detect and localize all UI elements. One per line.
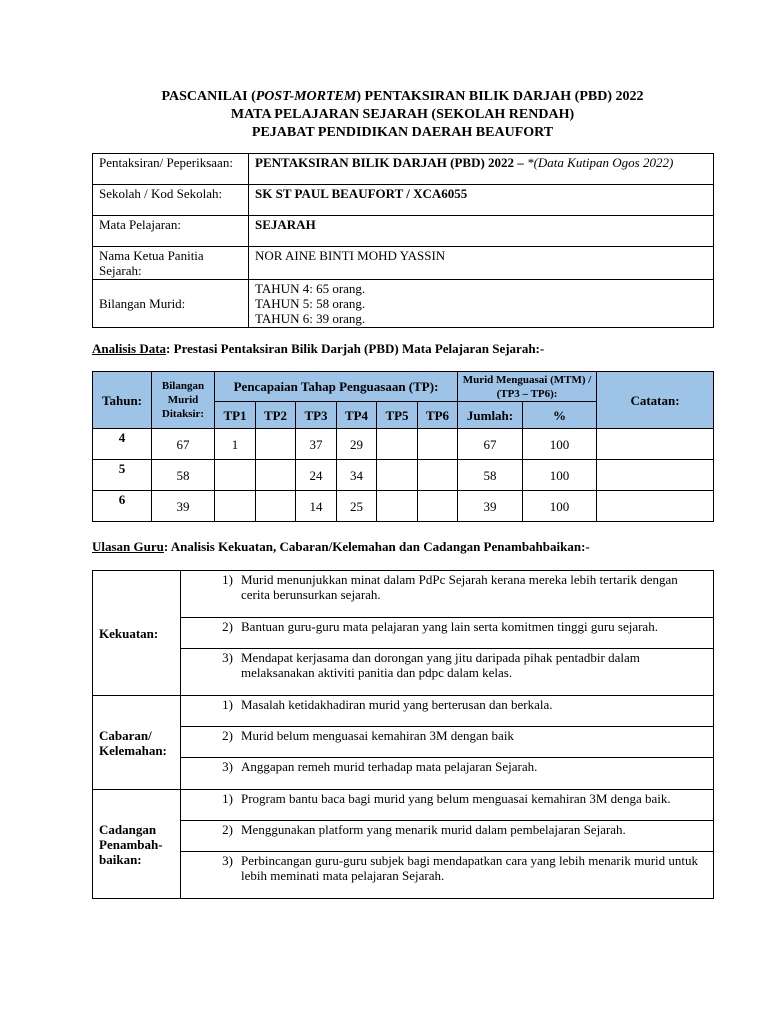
kekuatan-label: Kekuatan: <box>93 571 181 696</box>
list-item: 2) Bantuan guru-guru mata pelajaran yang lain serta komitmen tinggi guru sejarah. <box>181 618 714 649</box>
mata-pelajaran-label: Mata Pelajaran: <box>93 216 249 247</box>
bilangan-line: TAHUN 5: 58 orang. <box>255 296 366 311</box>
cell-jumlah: 58 <box>458 460 523 491</box>
cell-catatan <box>597 491 714 522</box>
pentaksiran-value: PENTAKSIRAN BILIK DARJAH (PBD) 2022 – *(Data Kutipan Ogos 2022) <box>249 154 714 185</box>
cell-tp4: 29 <box>337 429 377 460</box>
mata-pelajaran-value: SEJARAH <box>249 216 714 247</box>
sekolah-value: SK ST PAUL BEAUFORT / XCA6055 <box>249 185 714 216</box>
cell-tp2 <box>256 460 296 491</box>
col-tp1: TP1 <box>215 402 256 429</box>
cell-tp1 <box>215 491 256 522</box>
cell-tp4: 34 <box>337 460 377 491</box>
title-line-2: MATA PELAJARAN SEJARAH (SEKOLAH RENDAH) <box>230 107 575 122</box>
list-item: 1) Masalah ketidakhadiran murid yang berterusan dan berkala. <box>181 696 714 727</box>
col-tp5: TP5 <box>377 402 418 429</box>
cell-percent: 100 <box>523 460 597 491</box>
list-item: 1) Murid menunjukkan minat dalam PdPc Sejarah kerana mereka lebih tertarik dengan cerita berunsurkan sejarah. <box>181 571 714 618</box>
cell-tp5 <box>377 460 418 491</box>
col-catatan: Catatan: <box>597 372 714 429</box>
col-bilangan-murid: Bilangan Murid Ditaksir: <box>152 372 215 429</box>
bilangan-murid-label: Bilangan Murid: <box>93 280 249 328</box>
cell-bilangan: 39 <box>152 491 215 522</box>
col-tp4: TP4 <box>337 402 377 429</box>
list-item: 3) Anggapan remeh murid terhadap mata pelajaran Sejarah. <box>181 758 714 790</box>
bilangan-line: TAHUN 6: 39 orang. <box>255 311 366 326</box>
document-title <box>92 88 713 142</box>
list-item: 1) Program bantu baca bagi murid yang belum menguasai kemahiran 3M denga baik. <box>181 790 714 821</box>
cell-tp1: 1 <box>215 429 256 460</box>
col-tp2: TP2 <box>256 402 296 429</box>
cell-bilangan: 67 <box>152 429 215 460</box>
bilangan-murid-values <box>249 280 714 328</box>
cell-jumlah: 67 <box>458 429 523 460</box>
ulasan-table <box>92 570 714 899</box>
table-row <box>93 460 714 491</box>
cell-tp3: 37 <box>296 429 337 460</box>
analisis-heading: Analisis Data: Prestasi Pentaksiran Bilik Darjah (PBD) Mata Pelajaran Sejarah:- <box>92 341 545 356</box>
cell-percent: 100 <box>523 429 597 460</box>
cell-tp2 <box>256 491 296 522</box>
cell-tp6 <box>418 460 458 491</box>
sekolah-label: Sekolah / Kod Sekolah: <box>93 185 249 216</box>
cell-tahun: 6 <box>93 491 152 522</box>
cell-catatan <box>597 429 714 460</box>
cell-tp6 <box>418 491 458 522</box>
cell-tp5 <box>377 429 418 460</box>
analisis-table <box>92 371 714 522</box>
cell-tahun: 5 <box>93 460 152 491</box>
col-percent: % <box>523 402 597 429</box>
col-mtm: Murid Menguasai (MTM) / (TP3 – TP6): <box>458 372 597 402</box>
cell-tp6 <box>418 429 458 460</box>
cell-catatan <box>597 460 714 491</box>
title-line-3: PEJABAT PENDIDIKAN DAERAH BEAUFORT <box>251 125 554 140</box>
info-table <box>92 153 714 328</box>
cell-jumlah: 39 <box>458 491 523 522</box>
cell-tp2 <box>256 429 296 460</box>
list-item: 3) Perbincangan guru-guru subjek bagi mendapatkan cara yang lebih menarik murid untuk lebih meminati mata pelajaran Sejarah. <box>181 852 714 899</box>
cell-bilangan: 58 <box>152 460 215 491</box>
bilangan-line: TAHUN 4: 65 orang. <box>255 281 366 296</box>
list-item: 3) Mendapat kerjasama dan dorongan yang jitu daripada pihak pentadbir dalam melaksanakan aktiviti panitia dan pdpc dalam kelas. <box>181 649 714 696</box>
list-item: 2) Murid belum menguasai kemahiran 3M dengan baik <box>181 727 714 758</box>
col-tp6: TP6 <box>418 402 458 429</box>
cell-percent: 100 <box>523 491 597 522</box>
col-tahun: Tahun: <box>93 372 152 429</box>
pentaksiran-label: Pentaksiran/ Peperiksaan: <box>93 154 249 185</box>
ulasan-heading: Ulasan Guru: Analisis Kekuatan, Cabaran/Kelemahan dan Cadangan Penambahbaikan:- <box>92 539 590 554</box>
cell-tahun: 4 <box>93 429 152 460</box>
cabaran-label: Cabaran/ Kelemahan: <box>93 696 181 790</box>
col-tp3: TP3 <box>296 402 337 429</box>
cell-tp1 <box>215 460 256 491</box>
ketua-panitia-value: NOR AINE BINTI MOHD YASSIN <box>249 247 714 280</box>
ketua-panitia-label: Nama Ketua Panitia Sejarah: <box>93 247 249 280</box>
cadangan-label: Cadangan Penambah-baikan: <box>93 790 181 899</box>
table-row <box>93 429 714 460</box>
table-row <box>93 491 714 522</box>
col-jumlah: Jumlah: <box>458 402 523 429</box>
cell-tp5 <box>377 491 418 522</box>
list-item: 2) Menggunakan platform yang menarik murid dalam pembelajaran Sejarah. <box>181 821 714 852</box>
title-line-1: PASCANILAI (POST-MORTEM) PENTAKSIRAN BILIK DARJAH (PBD) 2022 <box>161 89 644 104</box>
col-pencapaian: Pencapaian Tahap Penguasaan (TP): <box>215 372 458 402</box>
cell-tp4: 25 <box>337 491 377 522</box>
cell-tp3: 14 <box>296 491 337 522</box>
cell-tp3: 24 <box>296 460 337 491</box>
